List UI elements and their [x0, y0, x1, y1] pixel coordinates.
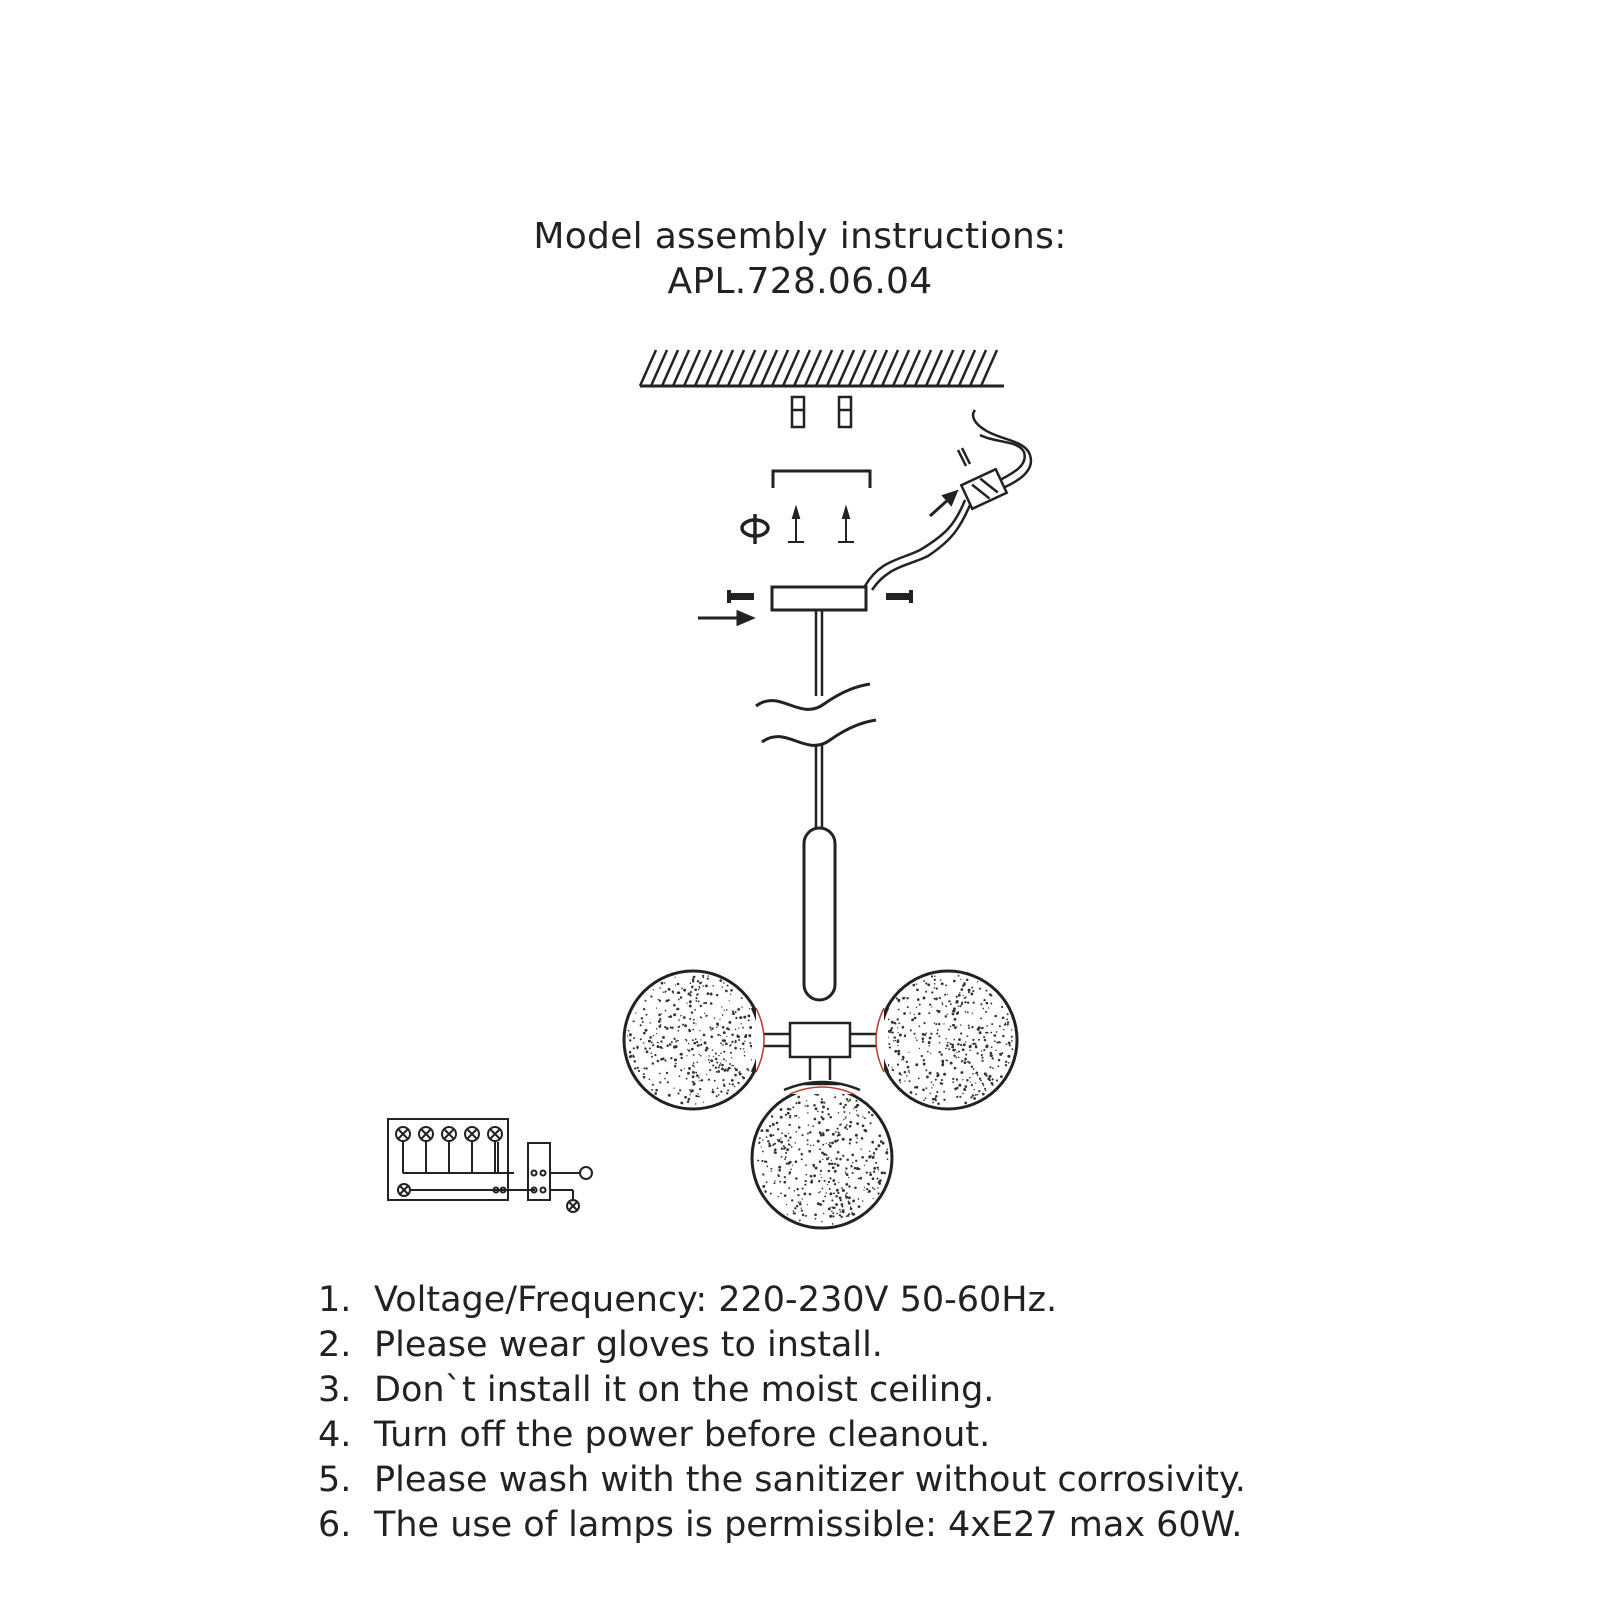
hub: [762, 1023, 878, 1080]
spec-number: 4.: [318, 1415, 352, 1455]
mounting-bracket: [773, 471, 870, 488]
spec-item: [318, 1458, 1246, 1503]
terminal-block: [958, 448, 1007, 509]
spec-text: Please wash with the sanitizer without corrosivity.: [374, 1460, 1246, 1500]
spec-number: 5.: [318, 1460, 352, 1500]
screws: [788, 508, 854, 542]
spec-text: Turn off the power before cleanout.: [374, 1415, 991, 1455]
spec-number: 6.: [318, 1505, 352, 1545]
arrow-right-icon: [698, 612, 752, 624]
spec-number: 2.: [318, 1325, 352, 1365]
model-number: APL.728.06.04: [667, 261, 933, 302]
globe-bottom: [752, 1088, 892, 1228]
spec-item: [318, 1368, 1246, 1413]
screwdriver-icon: [742, 514, 768, 544]
arrow-icon: [930, 492, 956, 516]
spec-item: [318, 1323, 1246, 1368]
wiring-schematic: [388, 1119, 592, 1212]
spec-text: Don`t install it on the moist ceiling.: [374, 1370, 995, 1410]
spec-item: [318, 1278, 1246, 1323]
central-body: [804, 828, 835, 1000]
spec-text: Voltage/Frequency: 220-230V 50-60Hz.: [374, 1280, 1058, 1320]
canopy: [772, 587, 866, 610]
globe-left: [624, 971, 762, 1109]
wall-plugs: [792, 397, 851, 427]
suspension-rod: [816, 610, 822, 830]
spec-item: [318, 1503, 1246, 1548]
ceiling: [640, 350, 1004, 386]
spec-number: 3.: [318, 1370, 352, 1410]
spec-text: The use of lamps is permissible: 4xE27 max 60W.: [374, 1505, 1243, 1545]
spec-number: 1.: [318, 1280, 352, 1320]
spec-text: Please wear gloves to install.: [374, 1325, 883, 1365]
globe-right: [879, 971, 1017, 1109]
page-title: Model assembly instructions:: [533, 216, 1067, 257]
spec-item: [318, 1413, 1246, 1458]
spec-list: [318, 1278, 1246, 1548]
